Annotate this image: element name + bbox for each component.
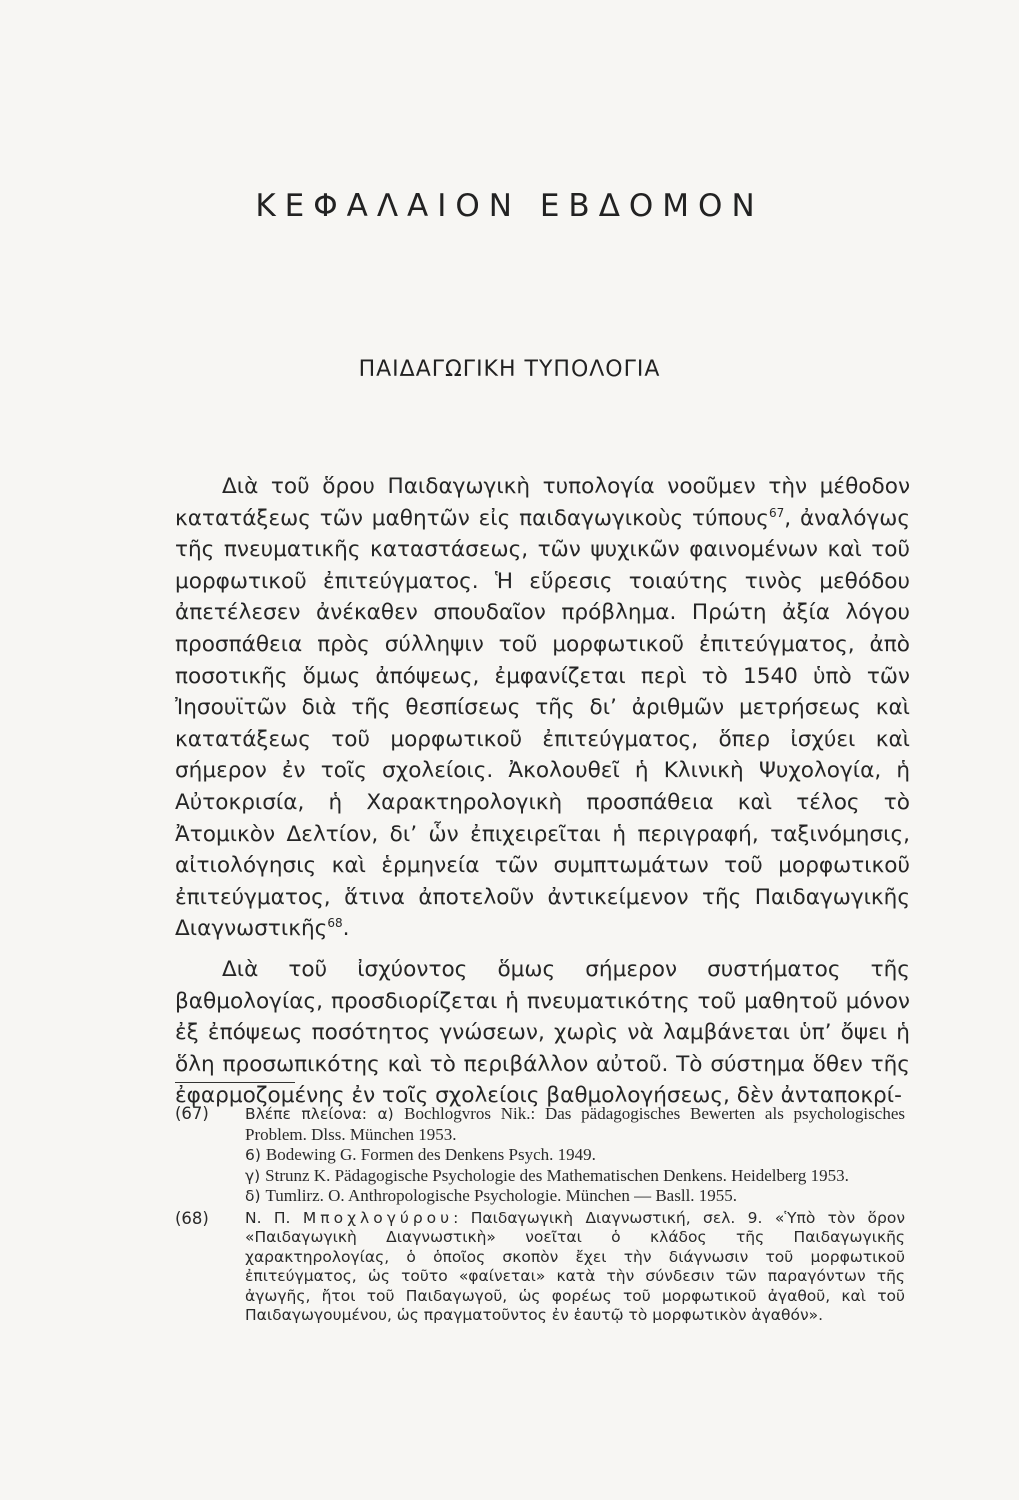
paragraph-1-part-2: , ἀναλόγως τῆς πνευματικῆς καταστάσεως, τῶν ψυχικῶν φαινομένων καὶ τοῦ μορφωτικοῦ ἐπιτεύγματος. Ἡ εὕρεσις τοιαύτης τινὸς μεθόδου ἀπετέλεσεν ἀνέκαθεν σπουδαῖον πρόβλημα. Πρώτη ἀξία λόγου προσπάθεια πρὸς σύλληψιν τοῦ μορφωτικοῦ ἐπιτεύγματος, ἀπὸ ποσοτικῆς ὅμως ἀπόψεως, ἐμφανίζεται περὶ τὸ 1540 ὑπὸ τῶν Ἰησουϊτῶν διὰ τῆς θεσπίσεως τῆς δι’ ἀριθμῶν μετρήσεως καὶ κατατάξεως τοῦ μορφωτικοῦ ἐπιτεύγματος, ὅπερ ἰσχύει καὶ σήμερον ἐν τοῖς σχολείοις. Ἀκολουθεῖ ἡ Κλινικὴ Ψυχολογία, ἡ Αὐτοκρισία, ἡ Χαρακτηρολογικὴ προσπάθεια καὶ τέλος τὸ Ἀτομικὸν Δελτίον, δι’ ὧν ἐπιχειρεῖται ἡ περιγραφή, ταξινόμησις, αἰτιολόγησις καὶ ἑρμηνεία τῶν συμπτωμάτων τοῦ μορφωτικοῦ ἐπιτεύγματος, ἅτινα ἀποτελοῦν ἀντικείμενον τῆς Παιδαγωγικῆς Διαγνωστικῆς (175, 505, 910, 942)
entry-prefix: γ) (245, 1166, 261, 1185)
author-name: Μποχλογύρου (302, 1208, 454, 1227)
footnote-entry-c (245, 1166, 905, 1187)
entry-citation: Bodewing G. Formen des Denkens Psych. 1949. (265, 1145, 596, 1164)
footnote-number: (68) (175, 1208, 209, 1228)
footnote-ref-67: 67 (768, 505, 785, 520)
footnote-entry-a (245, 1104, 905, 1145)
footnote-entry-d (245, 1186, 905, 1207)
entry-prefix: Βλέπε πλείονα: α) (245, 1105, 394, 1123)
footnote-body (245, 1104, 905, 1207)
author-initials: Ν. Π. (245, 1208, 291, 1227)
entry-prefix: 6) (245, 1146, 261, 1164)
paragraph-1 (175, 471, 910, 945)
paragraph-2: Διὰ τοῦ ἰσχύοντος ὅμως σήμερον συστήματος τῆς βαθμολογίας, προσδιορίζεται ἡ πνευματικότης τοῦ μαθητοῦ μόνον ἐξ ἐπόψεως ποσότητος γνώσεων, χωρὶς νὰ λαμβάνεται ὑπ’ ὄψει ἡ ὅλη προσωπικότης καὶ τὸ περιβάλλον αὐτοῦ. Τὸ σύστημα ὅθεν τῆς ἐφαρμοζομένης ἐν τοῖς σχολείοις βαθμολογήσεως, δὲν ἀνταποκρί- (175, 956, 910, 1109)
footnote-68 (175, 1209, 905, 1326)
footnote-67 (175, 1104, 905, 1207)
entry-prefix: δ) (245, 1187, 261, 1205)
paragraph-1-part-3: . (342, 916, 350, 942)
footnote-entry-b (245, 1145, 905, 1166)
footnote-ref-68: 68 (327, 916, 343, 931)
footnotes (175, 1104, 905, 1326)
entry-citation: Strunz K. Pädagogische Psychologie des Mathematischen Denkens. Heidelberg 1953. (265, 1165, 849, 1185)
footnote-number: (67) (175, 1104, 209, 1123)
section-title: ΠΑΙΔΑΓΩΓΙΚΗ ΤΥΠΟΛΟΓΙΑ (358, 357, 661, 382)
entry-citation: Tumlirz. O. Anthropologische Psychologie. München — Basll. 1955. (265, 1186, 738, 1205)
chapter-title: ΚΕΦΑΛΑΙΟΝ ΕΒΔΟΜΟΝ (255, 188, 764, 224)
footnote-text: : Παιδαγωγικὴ Διαγνωστική, σελ. 9. «Ὑπὸ τὸν ὅρον «Παιδαγωγικὴ Διαγνωστικὴ» νοεῖται ὁ κλάδος τῆς Παιδαγωγικῆς χαρακτηρολογίας, ὁ ὁποῖος σκοπὸν ἔχει τὴν διάγνωσιν τοῦ μορφωτικοῦ ἐπιτεύγματος, ὡς τοῦτο «φαίνεται» κατὰ τὴν σύνδεσιν τῶν παραγόντων τῆς ἀγωγῆς, ἤτοι τοῦ Παιδαγωγοῦ, ὡς φορέως τοῦ μορφωτικοῦ ἀγαθοῦ, καὶ τοῦ Παιδαγωγουμένου, ὡς πραγματοῦντος ἐν ἑαυτῷ τὸ μορφωτικὸν ἀγαθόν». (245, 1208, 906, 1324)
entry-citation: Bochlogvros Nik.: Das pädagogisches Bewerten als psychologisches Problem. Dlss. München 1953. (245, 1104, 905, 1144)
footnote-body (245, 1209, 905, 1326)
main-text (175, 471, 910, 1112)
paragraph-1-part-1: Διὰ τοῦ ὅρου Παιδαγωγικὴ τυπολογία νοοῦμεν τὴν μέθοδον κατατάξεως τῶν μαθητῶν εἰς παιδαγωγικοὺς τύπους (175, 474, 910, 531)
footnote-divider (175, 1082, 295, 1083)
